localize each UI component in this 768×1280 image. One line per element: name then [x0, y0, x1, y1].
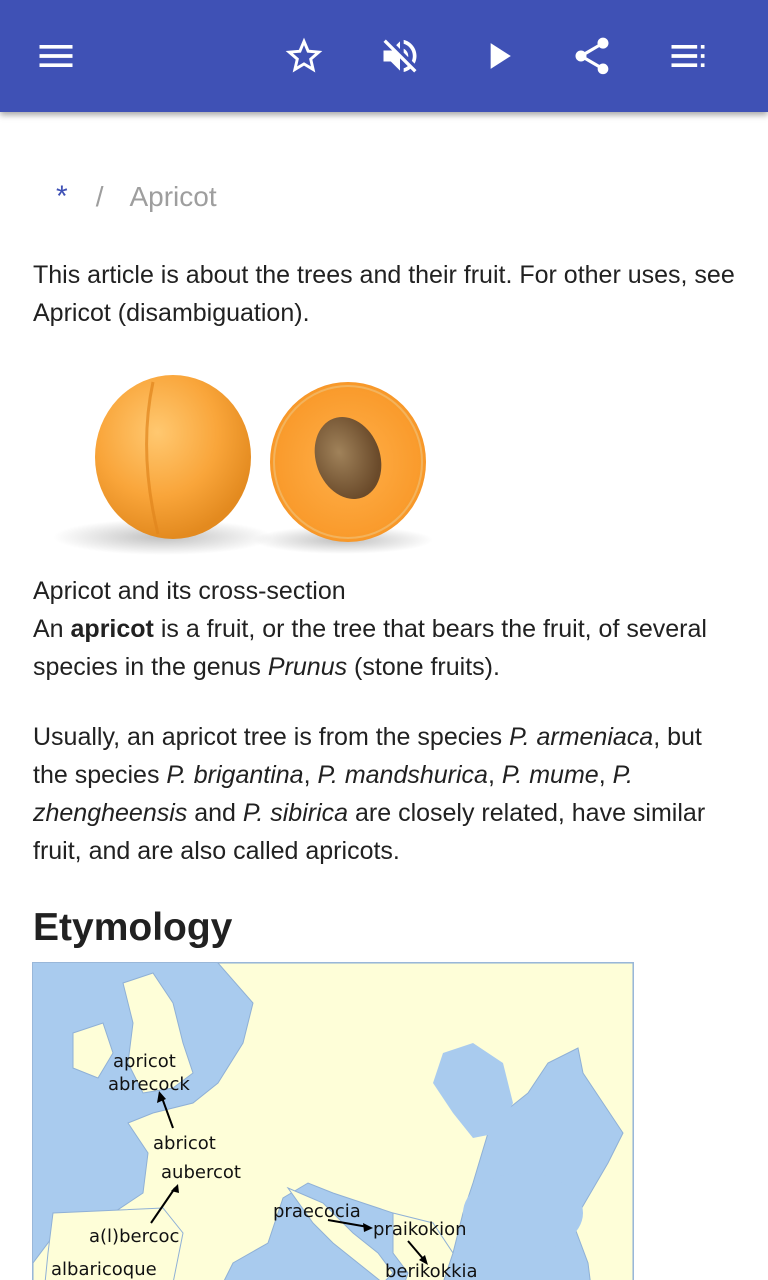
menu-icon [34, 34, 78, 78]
map-label-apricot: apricot [113, 1051, 176, 1072]
map-label-albaricoque: albaricoque [51, 1259, 157, 1280]
breadcrumb-current: Apricot [129, 181, 217, 212]
map-label-abrecock: abrecock [108, 1074, 190, 1095]
breadcrumb-home-link[interactable]: * [56, 180, 68, 213]
species-paragraph: Usually, an apricot tree is from the species P. armeniaca, but the species P. brigantina, P. mandshurica, P. mume, P. zhengheensis and P. sibirica are closely related, have similar fruit, and are also called apricots. [33, 723, 706, 865]
etymology-heading: Etymology [33, 906, 233, 949]
article-content [0, 112, 768, 1280]
bold-term: apricot [70, 615, 154, 643]
play-icon [476, 34, 520, 78]
mute-button[interactable] [372, 28, 428, 84]
star-outline-icon [282, 34, 326, 78]
map-label-aubercot: aubercot [161, 1162, 241, 1183]
intro-paragraph: An apricot is a fruit, or the tree that bears the fruit, of several species in the genus Prunus (stone fruits). [33, 615, 707, 681]
map-label-praikokion: praikokion [373, 1219, 467, 1240]
map-label-albercoc: a(l)bercoc [89, 1226, 180, 1247]
map-label-abricot: abricot [153, 1133, 216, 1154]
table-of-contents-button[interactable] [660, 28, 716, 84]
play-button[interactable] [470, 28, 526, 84]
map-label-praecocia: praecocia [273, 1201, 361, 1222]
app-bar [0, 0, 768, 112]
map-label-berikokkia: berikokkia [385, 1261, 478, 1280]
breadcrumb-separator: / [95, 181, 104, 212]
image-caption: Apricot and its cross-section [33, 577, 346, 605]
favorite-button[interactable] [276, 28, 332, 84]
genus-link[interactable]: Prunus [267, 653, 348, 681]
breadcrumb [56, 180, 217, 214]
share-icon [570, 34, 614, 78]
hatnote: This article is about the trees and their fruit. For other uses, see Apricot (disambiguation). [33, 261, 735, 327]
etymology-map[interactable] [32, 962, 634, 1280]
apricot-image[interactable] [33, 362, 433, 562]
menu-button[interactable] [28, 28, 84, 84]
volume-off-icon [378, 34, 422, 78]
share-button[interactable] [564, 28, 620, 84]
list-icon [666, 34, 710, 78]
